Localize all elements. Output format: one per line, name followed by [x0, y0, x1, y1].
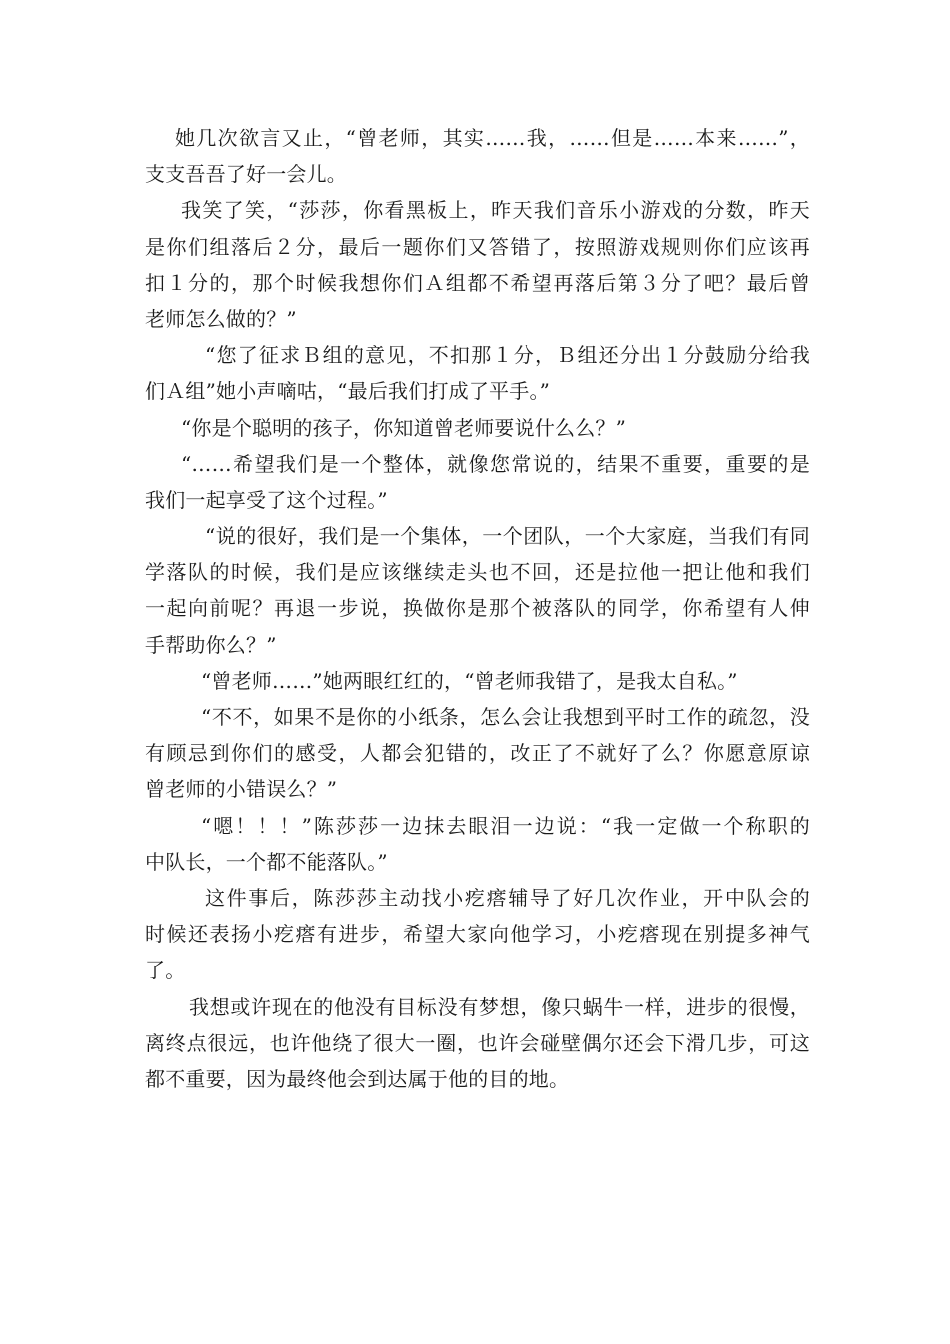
paragraph	[145, 518, 810, 663]
paragraph	[145, 446, 810, 518]
text-line: “嗯！！！”陈莎莎一边抹去眼泪一边说：“我一定做一个称职的	[201, 813, 810, 838]
text-line: “你是个聪明的孩子，你知道曾老师要说什么么？”	[181, 415, 627, 440]
paragraph	[145, 337, 810, 409]
text-line: “说的很好，我们是一个集体，一个团队，一个大家庭，当我们有同	[205, 524, 810, 549]
paragraph	[145, 989, 810, 1098]
text-line: “您了征求Ｂ组的意见，不扣那１分，Ｂ组还分出１分鼓励分给我	[205, 343, 810, 368]
text-line: 支支吾吾了好一会儿。	[145, 162, 347, 187]
paragraph	[145, 699, 810, 808]
paragraph	[145, 192, 810, 337]
text-line: 都不重要，因为最终他会到达属于他的目的地。	[145, 1066, 570, 1091]
paragraph	[145, 120, 810, 192]
text-line: 是你们组落后２分，最后一题你们又答错了，按照游戏规则你们应该再	[145, 234, 810, 259]
text-line: 一起向前呢？再退一步说，换做你是那个被落队的同学，你希望有人伸	[145, 596, 810, 621]
text-line: 我们一起享受了这个过程。”	[145, 487, 388, 512]
text-line: 我笑了笑，“莎莎，你看黑板上，昨天我们音乐小游戏的分数，昨天	[181, 198, 810, 223]
text-line: 她几次欲言又止，“曾老师，其实……我，……但是……本来……”，	[175, 126, 810, 150]
text-line: 老师怎么做的？”	[145, 306, 297, 331]
paragraph	[145, 663, 810, 699]
paragraph	[145, 880, 810, 989]
text-line: 手帮助你么？”	[145, 632, 277, 657]
paragraph	[145, 410, 810, 446]
paragraph	[145, 808, 810, 880]
text-line: 中队长，一个都不能落队。”	[145, 849, 388, 874]
text-line: 学落队的时候，我们是应该继续走头也不回，还是拉他一把让他和我们	[145, 560, 810, 585]
text-line: 时候还表扬小疙瘩有进步，希望大家向他学习，小疙瘩现在别提多神气	[145, 922, 810, 947]
text-line: 了。	[145, 958, 186, 983]
text-line: “……希望我们是一个整体，就像您常说的，结果不重要，重要的是	[181, 451, 810, 476]
text-line: 离终点很远，也许他绕了很大一圈，也许会碰壁偶尔还会下滑几步，可这	[145, 1030, 810, 1055]
text-line: “不不，如果不是你的小纸条，怎么会让我想到平时工作的疏忽，没	[201, 705, 810, 729]
text-line: 有顾忌到你们的感受，人都会犯错的，改正了不就好了么？你愿意原谅	[145, 741, 810, 766]
text-line: 我想或许现在的他没有目标没有梦想，像只蜗牛一样，进步的很慢，	[189, 994, 810, 1019]
text-line: “曾老师……”她两眼红红的，“曾老师我错了，是我太自私。”	[201, 668, 738, 693]
text-line: 扣１分的，那个时候我想你们Ａ组都不希望再落后第３分了吧？最后曾	[145, 270, 810, 295]
text-line: 这件事后，陈莎莎主动找小疙瘩辅导了好几次作业，开中队会的	[205, 885, 810, 910]
document-body	[145, 120, 810, 1097]
text-line: 曾老师的小错误么？”	[145, 777, 338, 802]
text-line: 们Ａ组”她小声嘀咕，“最后我们打成了平手。”	[145, 379, 551, 404]
